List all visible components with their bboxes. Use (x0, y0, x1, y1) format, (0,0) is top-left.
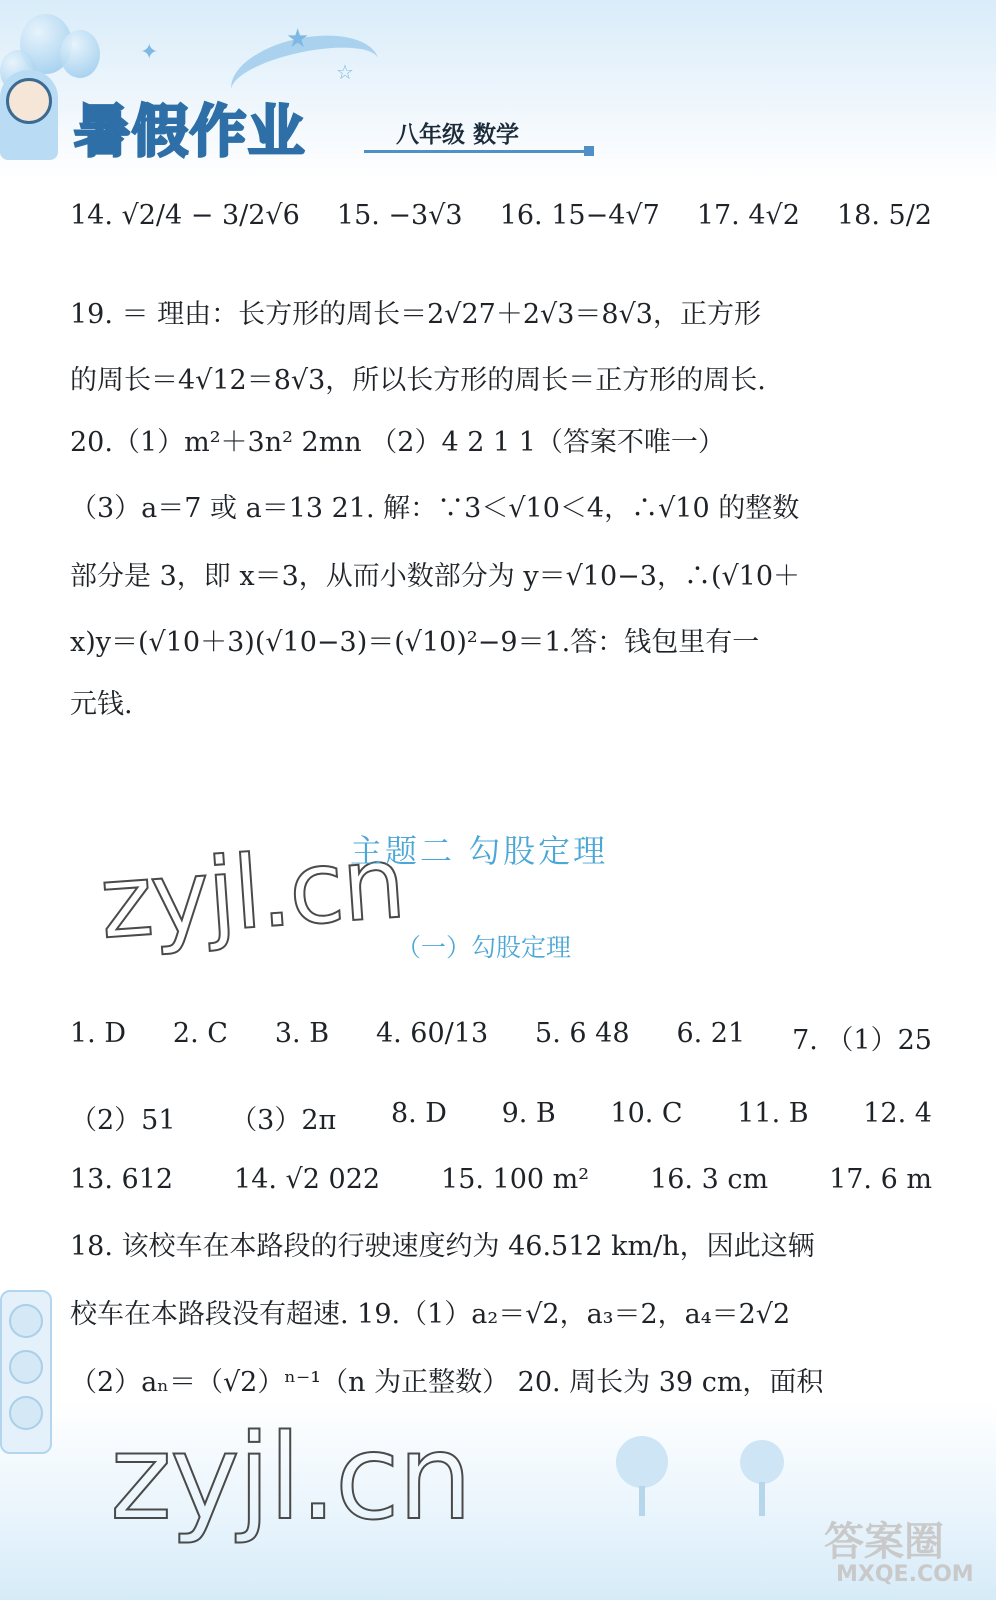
watermark-text-bottom: zyjl.cn (110, 1408, 471, 1546)
answer-b19-20-line: （2）aₙ＝（√2）ⁿ⁻¹（n 为正整数） 20. 周长为 39 cm，面积 (70, 1367, 824, 1398)
answer-b7-2: （2）51 (70, 1105, 176, 1136)
answer-b8: 8. D (390, 1098, 447, 1129)
balloon-icon (60, 30, 100, 78)
answer-b11: 11. B (737, 1098, 809, 1129)
answer-b14: 14. √2 022 (234, 1164, 381, 1195)
answer-20-line-1: 20.（1）m²＋3n² 2mn （2）4 2 1 1（答案不唯一） (70, 427, 725, 458)
grade-subject: 八年级 数学 (396, 121, 520, 148)
star-icon: ★ (286, 24, 310, 54)
answer-b5: 5. 6 48 (535, 1018, 630, 1049)
answer-b7-1: 7. （1）25 (792, 1025, 932, 1056)
tree-icon (740, 1440, 784, 1484)
answer-18: 18. 5/2 (837, 200, 932, 231)
answer-17: 17. 4√2 (696, 200, 800, 231)
answer-b6: 6. 21 (676, 1018, 746, 1049)
tree-trunk (639, 1486, 645, 1516)
answer-b12: 12. 4 (863, 1098, 932, 1129)
answer-line-b2 (70, 1098, 932, 1137)
answer-b9: 9. B (501, 1098, 556, 1129)
answer-b2: 2. C (172, 1018, 228, 1049)
tree-trunk (759, 1482, 765, 1516)
star-icon: ☆ (336, 60, 354, 84)
tree-icon (616, 1436, 668, 1488)
answer-b18-line-1: 18. 该校车在本路段的行驶速度约为 46.512 km/h，因此这辆 (70, 1231, 815, 1262)
answer-line-b3 (70, 1164, 932, 1195)
answer-b4: 4. 60/13 (375, 1018, 489, 1049)
answer-b16: 16. 3 cm (650, 1164, 769, 1195)
answer-line-b1 (70, 1018, 932, 1057)
section-subtitle: （一）勾股定理 (396, 933, 572, 962)
answer-21-line-2: 部分是 3，即 x＝3，从而小数部分为 y＝√10−3，∴(√10＋ (70, 561, 801, 592)
answer-line-1 (70, 200, 932, 231)
section-title: 主题二 勾股定理 (350, 832, 609, 870)
answer-21-line-3: x)y＝(√10＋3)(√10−3)＝(√10)²−9＝1.答：钱包里有一 (70, 627, 760, 658)
bird-icon: ✦ (140, 40, 159, 65)
traffic-light-icon (0, 1290, 52, 1454)
answer-b15: 15. 100 m² (441, 1164, 590, 1195)
header-rule (364, 150, 588, 153)
answer-19-line-1: 19. ＝ 理由：长方形的周长＝2√27＋2√3＝8√3，正方形 (70, 299, 761, 330)
answer-b3: 3. B (274, 1018, 330, 1049)
answer-21-line-4: 元钱. (70, 689, 133, 720)
book-title: 暑假作业 (74, 100, 306, 165)
child-head-illustration (6, 78, 52, 124)
answer-b10: 10. C (610, 1098, 683, 1129)
header-rule-end (584, 146, 594, 156)
answer-20-21-line: （3）a＝7 或 a＝13 21. 解：∵3＜√10＜4，∴√10 的整数 (70, 493, 800, 524)
answer-16: 16. 15−4√7 (499, 200, 660, 231)
answer-19-line-2: 的周长＝4√12＝8√3，所以长方形的周长＝正方形的周长. (70, 365, 766, 396)
answer-b18-19-line: 校车在本路段没有超速. 19.（1）a₂＝√2，a₃＝2，a₄＝2√2 (70, 1299, 791, 1330)
answer-15: 15. −3√3 (336, 200, 463, 231)
watermark-text: zyjl.cn (96, 823, 408, 962)
answer-b17: 17. 6 m (829, 1164, 932, 1195)
answer-14: 14. √2/4 − 3/2√6 (70, 200, 300, 231)
site-logo: 答案圈 (824, 1519, 944, 1565)
answer-b13: 13. 612 (70, 1164, 174, 1195)
answer-b1: 1. D (70, 1018, 126, 1049)
answer-b7-3: （3）2π (230, 1105, 337, 1136)
site-logo-url: MXQE.COM (836, 1562, 974, 1587)
